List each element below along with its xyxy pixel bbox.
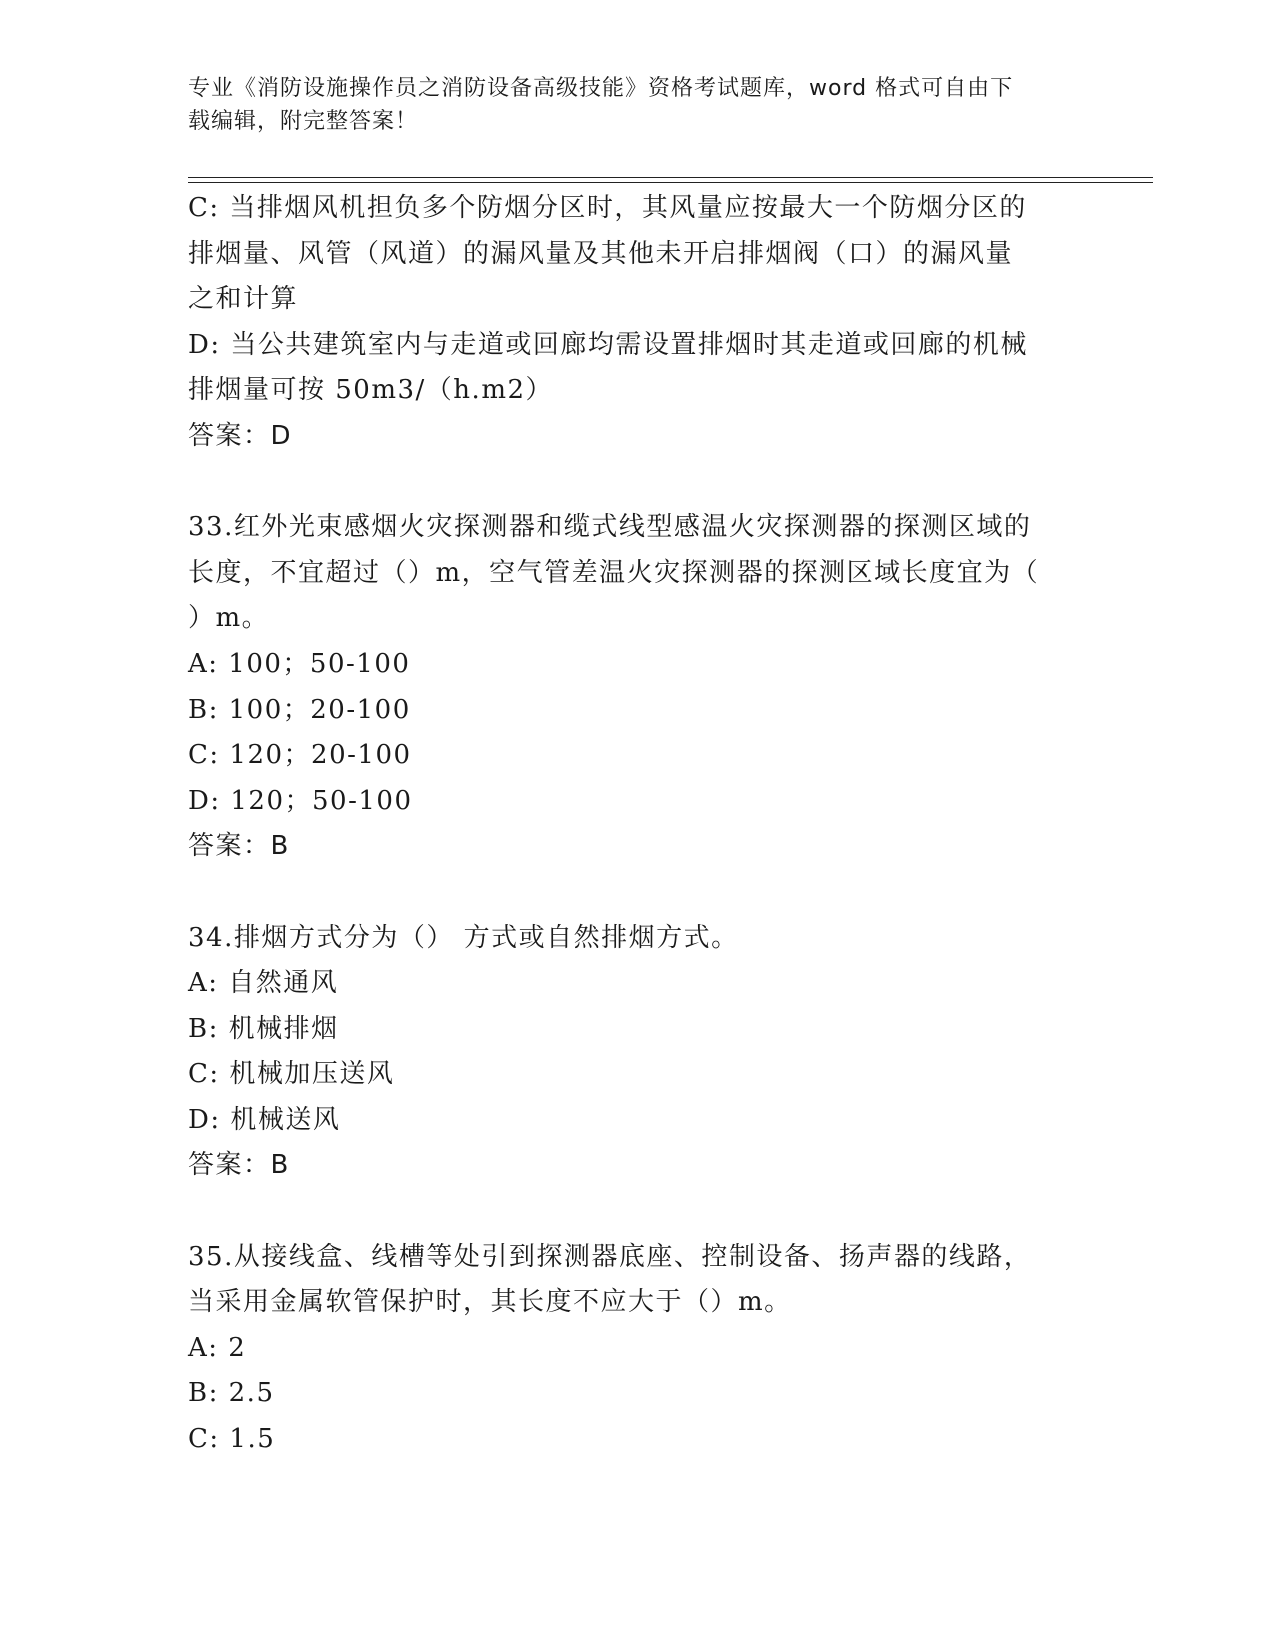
option-b: B: 2.5: [188, 1378, 275, 1409]
document-header: [188, 72, 1088, 138]
question-stem-line: 35.从接线盒、线槽等处引到探测器底座、控制设备、扬声器的线路，: [188, 1241, 1032, 1272]
option-d: D: 机械送风: [188, 1104, 341, 1135]
option-c: C: 机械加压送风: [188, 1059, 395, 1090]
header-line: 载编辑，附完整答案！: [188, 109, 419, 134]
question-33: [188, 505, 1108, 870]
option-d-line: D: 当公共建筑室内与走道或回廊均需设置排烟时其走道或回廊的机械: [188, 329, 1028, 360]
option-c-line: 之和计算: [188, 284, 299, 315]
question-stem-line: 长度，不宜超过（）m，空气管差温火灾探测器的探测区域长度宜为（: [188, 557, 1040, 588]
header-divider: [188, 177, 1153, 178]
question-stem-line: 33.红外光束感烟火灾探测器和缆式线型感温火灾探测器的探测区域的: [188, 512, 1032, 543]
spacer: [188, 870, 1108, 916]
spacer: [188, 460, 1108, 506]
answer-line: 答案：B: [188, 831, 290, 862]
question-32-continued: [188, 186, 1108, 460]
option-c-line: 排烟量、风管（风道）的漏风量及其他未开启排烟阀（口）的漏风量: [188, 238, 1014, 269]
option-a: A: 2: [188, 1332, 247, 1363]
question-stem-line: 当采用金属软管保护时，其长度不应大于（）m。: [188, 1287, 792, 1318]
option-b: B: 机械排烟: [188, 1013, 339, 1044]
option-b: B: 100；20-100: [188, 694, 411, 725]
option-a: A: 自然通风: [188, 968, 339, 999]
question-35: [188, 1235, 1108, 1463]
option-d: D: 120；50-100: [188, 785, 413, 816]
option-d-line: 排烟量可按 50m3/（h.m2）: [188, 375, 554, 406]
spacer: [188, 1189, 1108, 1235]
option-c: C: 120；20-100: [188, 740, 412, 771]
answer-line: 答案：D: [188, 420, 293, 451]
question-stem-line: ）m。: [188, 603, 270, 634]
option-c: C: 1.5: [188, 1424, 276, 1455]
header-line: 专业《消防设施操作员之消防设备高级技能》资格考试题库，word 格式可自由下: [188, 76, 1014, 101]
question-34: [188, 916, 1108, 1190]
header-divider: [188, 182, 1153, 183]
option-c-line: C: 当排烟风机担负多个防烟分区时，其风量应按最大一个防烟分区的: [188, 193, 1027, 223]
answer-line: 答案：B: [188, 1150, 290, 1181]
question-content: [188, 186, 1108, 1463]
question-stem-line: 34.排烟方式分为（） 方式或自然排烟方式。: [188, 922, 739, 953]
option-a: A: 100；50-100: [188, 648, 411, 679]
